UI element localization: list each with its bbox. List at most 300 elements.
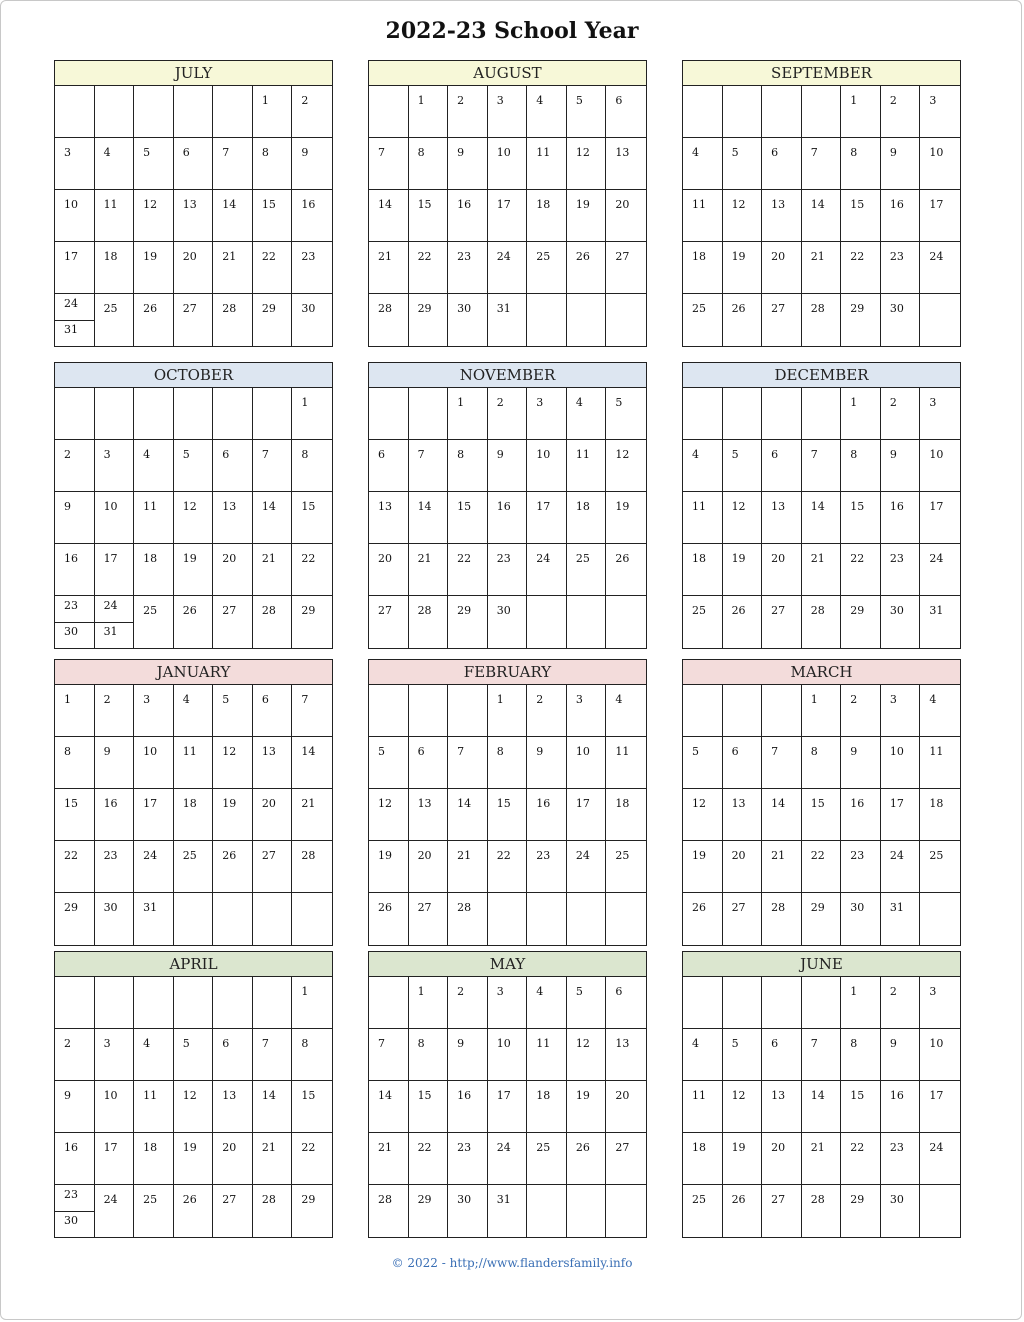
day-number: 14 [457,797,472,810]
day-cell [174,685,214,737]
day-number: 28 [301,849,316,862]
day-cell [723,789,763,841]
day-cell [723,86,763,138]
day-number: 6 [417,745,425,758]
day-number: 1 [64,693,71,706]
day-cell [802,841,842,893]
day-number: 28 [810,302,825,315]
day-number: 29 [64,901,78,914]
day-number: 4 [692,448,699,461]
day-cell [448,242,488,294]
day-cell [253,789,293,841]
day-cell [762,242,802,294]
day-cell [723,190,763,242]
day-cell [55,685,95,737]
day-cell [802,86,842,138]
day-number: 16 [889,500,904,513]
day-cell [527,242,567,294]
day-number: 13 [222,500,237,513]
day-cell [723,841,763,893]
day-number: 18 [536,198,551,211]
day-cell [134,1133,174,1185]
day-number: 31 [103,625,118,638]
day-cell [253,492,293,544]
day-number: 19 [182,1141,197,1154]
day-number: 22 [261,250,276,263]
day-cell [606,893,646,945]
day-cell [174,86,214,138]
month-header: MAY [369,952,646,977]
day-cell [448,1133,488,1185]
day-number: 16 [103,797,118,810]
day-cell [683,544,723,596]
day-number: 3 [929,985,937,998]
day-cell [802,1133,842,1185]
day-number: 17 [889,797,904,810]
day-cell [683,685,723,737]
day-number: 7 [457,745,465,758]
day-number: 22 [850,250,865,263]
day-number: 22 [301,1141,316,1154]
day-number: 1 [496,693,504,706]
day-cell [881,1029,921,1081]
day-number: 30 [64,625,78,638]
day-cell [762,977,802,1029]
day-number: 15 [301,500,316,513]
day-cell [802,190,842,242]
day-number: 23 [889,552,904,565]
day-cell [606,1029,646,1081]
month-days-grid [683,977,960,1237]
day-number: 20 [378,552,392,565]
day-cell [253,86,293,138]
day-number: 1 [301,985,309,998]
day-number: 17 [929,500,944,513]
day-number: 30 [457,302,472,315]
day-number: 24 [575,849,590,862]
day-number: 21 [810,250,825,263]
day-cell [683,388,723,440]
day-number: 26 [143,302,158,315]
day-cell [723,1133,763,1185]
day-cell [134,1081,174,1133]
day-cell [920,1133,960,1185]
day-cell [723,440,763,492]
day-number: 23 [457,250,472,263]
day-cell-half [95,596,134,623]
day-cell [488,440,528,492]
day-cell [174,1029,214,1081]
day-number: 25 [536,250,551,263]
day-cell [567,893,607,945]
day-number: 28 [417,604,432,617]
day-cell [55,138,95,190]
day-cell [567,789,607,841]
day-cell [95,893,135,945]
day-number: 12 [731,198,746,211]
day-number: 20 [771,552,786,565]
day-cell [95,242,135,294]
day-cell [527,1185,567,1237]
day-number: 11 [103,198,118,211]
day-number: 1 [301,396,309,409]
day-number: 2 [64,1037,71,1050]
day-number: 17 [143,797,158,810]
day-cell [723,977,763,1029]
day-number: 13 [182,198,197,211]
day-number: 12 [731,500,746,513]
day-number: 17 [496,1089,511,1102]
day-cell [134,492,174,544]
day-number: 10 [889,745,904,758]
day-cell [488,294,528,346]
day-number: 12 [143,198,158,211]
day-cell [369,544,409,596]
day-cell [369,294,409,346]
day-cell [683,596,723,648]
day-number: 8 [417,146,425,159]
day-cell [841,977,881,1029]
day-number: 9 [850,745,858,758]
day-cell [683,190,723,242]
day-cell [213,1029,253,1081]
day-cell [606,685,646,737]
day-number: 1 [850,396,858,409]
day-number: 25 [929,849,944,862]
day-cell [881,544,921,596]
day-number: 23 [64,599,78,612]
day-cell [292,737,332,789]
day-cell [802,544,842,596]
day-cell [920,242,960,294]
day-number: 8 [850,1037,858,1050]
day-cell [409,1081,449,1133]
day-number: 21 [771,849,786,862]
day-number: 5 [575,94,583,107]
day-number: 30 [457,1193,472,1206]
day-number: 2 [496,396,504,409]
day-cell [762,294,802,346]
day-cell [292,977,332,1029]
month-header: JUNE [683,952,960,977]
day-number: 9 [64,500,71,513]
day-number: 6 [731,745,739,758]
day-number: 16 [64,1141,78,1154]
day-cell [762,544,802,596]
day-cell [606,138,646,190]
day-cell [95,440,135,492]
month-july [54,60,333,347]
day-number: 3 [103,1037,111,1050]
day-cell [683,1133,723,1185]
day-cell [448,1185,488,1237]
day-cell [762,893,802,945]
month-days-grid [369,977,646,1237]
day-cell [606,190,646,242]
day-cell [95,138,135,190]
day-number: 3 [103,448,111,461]
day-number: 1 [457,396,465,409]
day-number: 31 [64,323,78,336]
day-number: 5 [731,448,739,461]
day-cell [881,138,921,190]
day-cell [762,1133,802,1185]
day-cell [841,294,881,346]
day-number: 11 [143,1089,158,1102]
month-header: AUGUST [369,61,646,86]
day-cell [606,388,646,440]
day-cell [567,1029,607,1081]
day-cell [55,1081,95,1133]
day-cell [448,789,488,841]
day-cell [920,544,960,596]
day-number: 28 [261,604,276,617]
day-cell [841,242,881,294]
day-cell [762,685,802,737]
day-number: 22 [301,552,316,565]
day-number: 21 [417,552,432,565]
day-cell [841,440,881,492]
day-cell [683,492,723,544]
day-number: 12 [575,146,590,159]
day-number: 2 [457,985,465,998]
day-cell [920,294,960,346]
day-cell [723,1185,763,1237]
day-cell [253,1081,293,1133]
day-number: 26 [731,604,746,617]
day-number: 4 [536,94,544,107]
day-number: 4 [692,146,699,159]
day-number: 2 [457,94,465,107]
day-cell [762,841,802,893]
day-number: 19 [143,250,158,263]
day-cell [723,1029,763,1081]
day-cell [174,1133,214,1185]
day-number: 4 [103,146,111,159]
day-cell [723,242,763,294]
day-number: 24 [496,250,511,263]
day-cell [606,544,646,596]
day-number: 14 [261,500,276,513]
day-cell [920,190,960,242]
day-cell [723,294,763,346]
day-number: 28 [771,901,786,914]
day-cell-half [95,622,134,648]
day-cell [95,1081,135,1133]
day-number: 6 [771,1037,779,1050]
day-cell [920,388,960,440]
day-cell [448,893,488,945]
day-cell [95,294,135,346]
day-number: 29 [850,1193,865,1206]
day-cell [448,737,488,789]
day-number: 14 [378,1089,392,1102]
day-number: 24 [536,552,551,565]
day-cell [213,596,253,648]
day-number: 26 [575,250,590,263]
day-number: 21 [261,1141,276,1154]
day-number: 19 [222,797,237,810]
day-number: 18 [615,797,630,810]
day-cell [253,841,293,893]
day-cell [762,1029,802,1081]
day-cell [409,544,449,596]
day-number: 23 [103,849,118,862]
day-number: 15 [261,198,276,211]
day-number: 21 [378,250,392,263]
day-cell [409,440,449,492]
day-cell [881,190,921,242]
day-number: 2 [64,448,71,461]
day-number: 26 [222,849,237,862]
day-cell [253,190,293,242]
day-number: 29 [850,604,865,617]
day-cell [292,596,332,648]
day-number: 18 [692,552,706,565]
footer-credit: © 2022 - http;//www.flandersfamily.info [391,1256,633,1270]
month-september [682,60,961,347]
day-cell [567,294,607,346]
day-number: 21 [261,552,276,565]
month-header: OCTOBER [55,363,332,388]
day-cell [369,1185,409,1237]
day-number: 26 [378,901,392,914]
day-number: 7 [771,745,779,758]
day-cell [723,138,763,190]
day-number: 23 [457,1141,472,1154]
day-cell [488,492,528,544]
day-number: 13 [771,500,786,513]
day-cell [448,138,488,190]
day-cell [253,242,293,294]
day-number: 4 [143,1037,151,1050]
day-cell [802,492,842,544]
day-number: 11 [143,500,158,513]
day-cell [723,544,763,596]
day-number: 16 [536,797,551,810]
day-cell [369,685,409,737]
day-cell [369,1029,409,1081]
day-number: 12 [731,1089,746,1102]
day-number: 17 [103,552,118,565]
day-cell [253,1185,293,1237]
day-number: 8 [417,1037,425,1050]
day-cell [802,242,842,294]
day-number: 5 [143,146,151,159]
day-number: 3 [496,94,504,107]
day-cell [841,1133,881,1185]
day-number: 8 [810,745,818,758]
month-header: JULY [55,61,332,86]
day-number: 19 [731,250,746,263]
day-cell [762,789,802,841]
day-cell [55,596,95,648]
day-number: 24 [929,552,944,565]
day-number: 27 [771,1193,786,1206]
day-number: 27 [378,604,392,617]
day-number: 24 [103,1193,118,1206]
day-cell [881,388,921,440]
day-cell [213,388,253,440]
day-number: 11 [615,745,630,758]
day-number: 2 [850,693,858,706]
day-number: 25 [692,604,706,617]
day-cell [762,492,802,544]
day-number: 25 [182,849,197,862]
day-number: 12 [182,500,197,513]
month-days-grid [683,388,960,648]
day-number: 3 [575,693,583,706]
day-number: 23 [850,849,865,862]
day-cell [683,789,723,841]
day-cell [55,1029,95,1081]
day-number: 4 [929,693,937,706]
day-number: 30 [64,1214,78,1227]
day-number: 13 [615,146,630,159]
day-cell [55,977,95,1029]
day-number: 11 [575,448,590,461]
day-cell [881,893,921,945]
day-cell [567,737,607,789]
day-number: 7 [378,1037,385,1050]
day-cell [213,138,253,190]
day-number: 30 [496,604,511,617]
month-days-grid [55,685,332,945]
day-number: 8 [301,448,309,461]
day-number: 1 [850,94,858,107]
day-cell [488,977,528,1029]
day-cell-half [55,596,94,623]
day-number: 26 [731,302,746,315]
month-january [54,659,333,946]
day-number: 14 [810,198,825,211]
day-cell [448,294,488,346]
day-number: 21 [378,1141,392,1154]
day-number: 6 [615,94,623,107]
day-number: 5 [378,745,385,758]
day-cell [488,544,528,596]
day-cell [134,789,174,841]
day-cell [881,737,921,789]
day-cell [920,1185,960,1237]
day-cell [488,893,528,945]
day-number: 7 [810,448,818,461]
day-number: 3 [929,94,937,107]
day-cell [920,440,960,492]
day-number: 27 [417,901,432,914]
day-cell [683,440,723,492]
day-cell [134,294,174,346]
day-cell [488,1029,528,1081]
day-cell [134,242,174,294]
day-cell [409,685,449,737]
day-number: 23 [536,849,551,862]
day-cell [762,737,802,789]
day-number: 22 [64,849,78,862]
day-cell [174,596,214,648]
day-cell [841,492,881,544]
day-number: 13 [771,198,786,211]
day-number: 22 [850,552,865,565]
day-number: 23 [64,1188,78,1201]
day-cell [448,440,488,492]
day-cell [606,242,646,294]
day-number: 9 [889,1037,897,1050]
day-cell [95,841,135,893]
day-cell [802,893,842,945]
day-cell [762,190,802,242]
day-number: 15 [850,1089,865,1102]
